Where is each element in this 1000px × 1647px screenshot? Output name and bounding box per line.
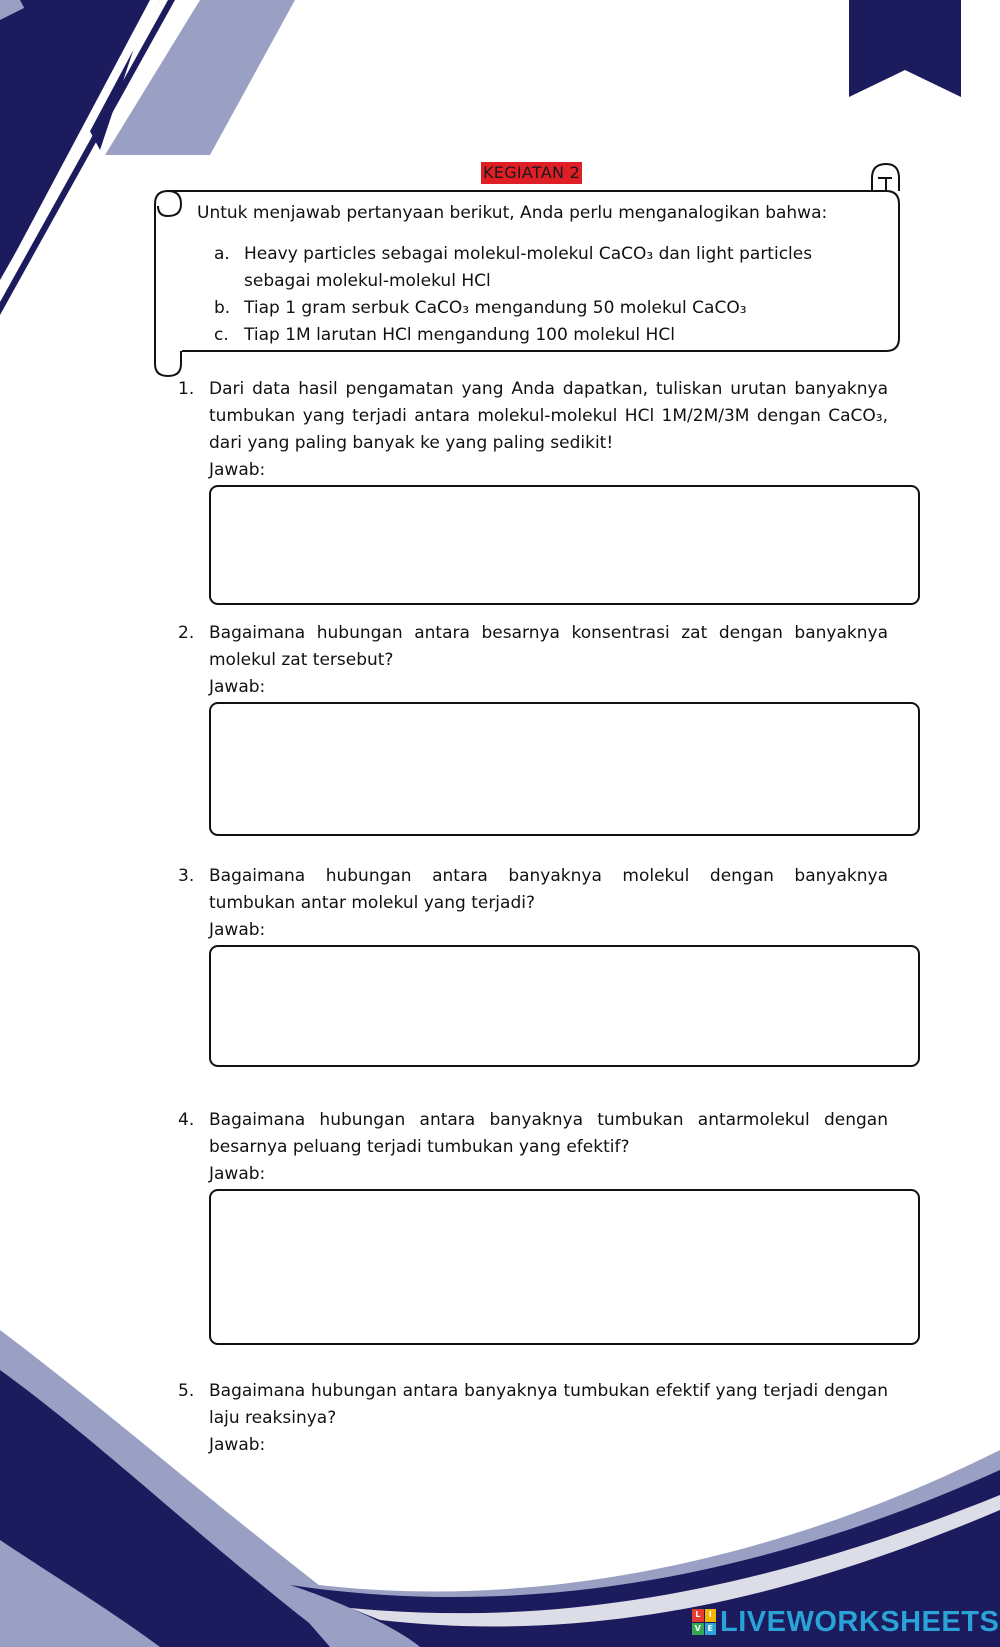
question-4-text: Bagaimana hubungan antara banyaknya tumbukan antarmolekul dengan besarnya peluang terjadi tumbukan yang efektif? — [209, 1110, 888, 1157]
question-1 — [178, 376, 888, 457]
answer-2-box[interactable] — [209, 702, 920, 836]
question-4 — [178, 1107, 888, 1161]
intro-item-b-line1: Tiap 1 gram serbuk CaCO₃ mengandung 50 molekul CaCO₃ — [244, 298, 747, 318]
question-2-text: Bagaimana hubungan antara besarnya konsentrasi zat dengan banyaknya molekul zat tersebut? — [209, 623, 888, 670]
question-5 — [178, 1378, 888, 1432]
intro-item-letter-a: a. — [214, 244, 230, 264]
answer-3-box[interactable] — [209, 945, 920, 1067]
liveworksheets-logo[interactable] — [692, 1604, 999, 1640]
answer-1-box[interactable] — [209, 485, 920, 605]
intro-item-letter-b: b. — [214, 298, 231, 318]
answer-3-label: Jawab: — [209, 920, 266, 940]
liveworksheets-icon: L I V E — [692, 1609, 716, 1635]
intro-item-c-line1: Tiap 1M larutan HCl mengandung 100 molekul HCl — [244, 325, 675, 345]
bookmark-ribbon — [849, 0, 961, 97]
question-5-text: Bagaimana hubungan antara banyaknya tumbukan efektif yang terjadi dengan laju reaksinya? — [209, 1381, 888, 1428]
answer-5-label: Jawab: — [209, 1435, 266, 1455]
answer-2-label: Jawab: — [209, 677, 266, 697]
question-3-text: Bagaimana hubungan antara banyaknya molekul dengan banyaknya tumbukan antar molekul yang terjadi? — [209, 866, 888, 913]
answer-4-box[interactable] — [209, 1189, 920, 1345]
question-2-number: 2. — [178, 623, 195, 643]
liveworksheets-wordmark: LIVEWORKSHEETS — [720, 1605, 1000, 1638]
intro-item-a-line1: Heavy particles sebagai molekul-molekul CaCO₃ dan light particles — [244, 244, 813, 264]
intro-item-a-line2: sebagai molekul-molekul HCl — [244, 271, 491, 291]
question-2 — [178, 620, 888, 674]
intro-item-letter-c: c. — [214, 325, 229, 345]
question-3-number: 3. — [178, 866, 195, 886]
question-4-number: 4. — [178, 1110, 195, 1130]
answer-1-label: Jawab: — [209, 460, 266, 480]
answer-4-label: Jawab: — [209, 1164, 266, 1184]
question-1-text: Dari data hasil pengamatan yang Anda dapatkan, tuliskan urutan banyaknya tumbukan yang terjadi antara molekul-molekul HCl 1M/2M/3M dengan CaCO₃, dari yang paling banyak ke yang paling sedikit! — [209, 379, 888, 453]
question-3 — [178, 863, 888, 917]
activity-title: KEGIATAN 2 — [483, 163, 581, 182]
question-1-number: 1. — [178, 379, 195, 399]
question-5-number: 5. — [178, 1381, 195, 1401]
intro-text: Untuk menjawab pertanyaan berikut, Anda perlu menganalogikan bahwa: — [197, 203, 828, 223]
